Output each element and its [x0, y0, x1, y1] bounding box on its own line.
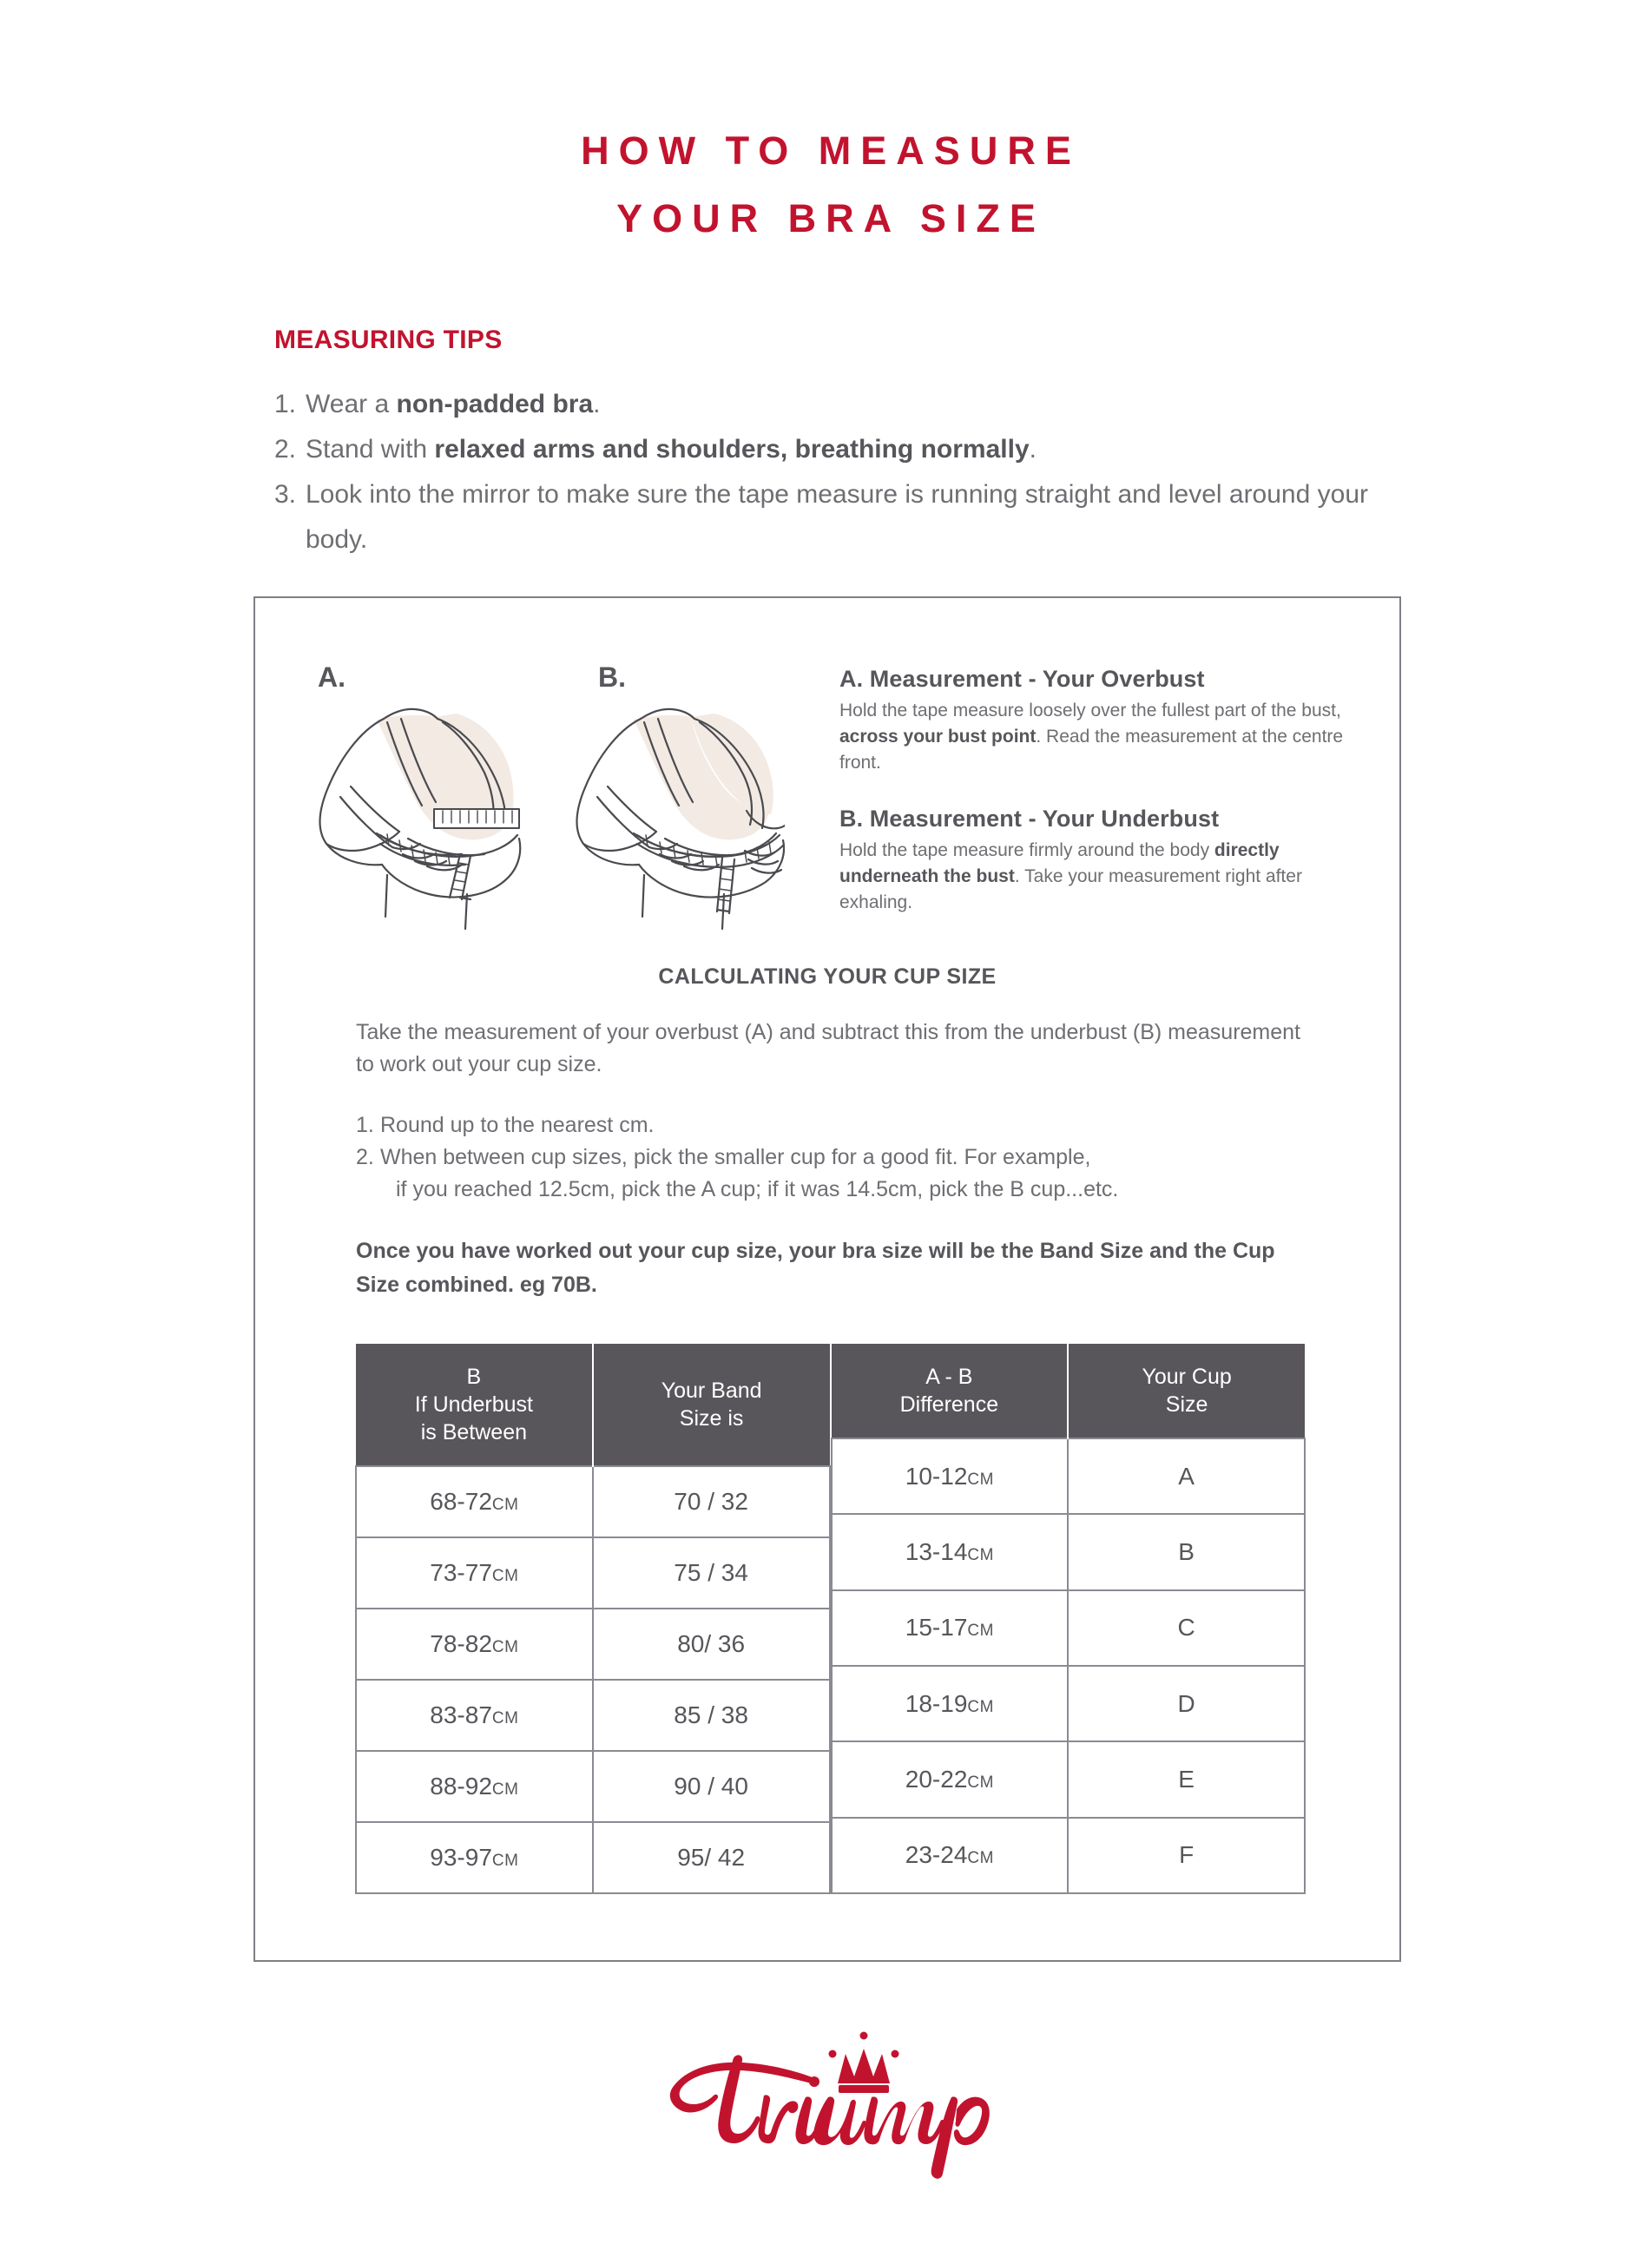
- table-row: [356, 1822, 830, 1893]
- list-item: [274, 382, 1394, 427]
- unit-label: CM: [967, 1470, 994, 1489]
- unit-label: CM: [967, 1849, 994, 1868]
- unit-label: CM: [491, 1496, 519, 1514]
- cell-underbust-range: [356, 1466, 593, 1537]
- cell-difference: [832, 1666, 1069, 1741]
- overbust-post: . Read the measurement at the centre front.: [839, 727, 1344, 773]
- list-item-number: 2.: [274, 435, 297, 464]
- cell-underbust-range: [356, 1680, 593, 1751]
- page-title-line-1: HOW TO MEASURE: [581, 128, 1081, 173]
- triumph-logo: [653, 2023, 1000, 2188]
- cell-underbust-range: [356, 1609, 593, 1680]
- cell-underbust-range: [356, 1751, 593, 1822]
- size-tables: [355, 1344, 1306, 1894]
- table-row: [832, 1438, 1306, 1514]
- diff-value: 10-12: [905, 1462, 968, 1490]
- illustration-label-a: A.: [318, 661, 346, 693]
- list-item-text: [306, 427, 1394, 472]
- underbust-bold: directly underneath the bust: [839, 840, 1280, 886]
- band-table-body: [356, 1466, 830, 1893]
- calc-intro-text: Take the measurement of your overbust (A) and subtract this from the underbust (B) measurement to work out your cup size.: [356, 1020, 1301, 1076]
- table-row: [832, 1818, 1306, 1893]
- unit-label: CM: [967, 1545, 994, 1564]
- unit-label: CM: [491, 1780, 519, 1799]
- calculating-cup-size-body: [356, 1017, 1311, 1302]
- cell-underbust-range: [356, 1822, 593, 1893]
- tip-2-post: .: [1029, 435, 1037, 464]
- cell-cup-size: C: [1068, 1590, 1305, 1666]
- diff-value: 13-14: [905, 1537, 968, 1565]
- overbust-text: [839, 698, 1360, 776]
- table-header-row: [832, 1344, 1306, 1438]
- column-header-band-size: [593, 1344, 830, 1466]
- header-line-1: A - B: [925, 1365, 973, 1389]
- cell-difference: [832, 1818, 1069, 1893]
- cell-cup-size: D: [1068, 1666, 1305, 1741]
- header-line-2: If Underbust: [414, 1392, 533, 1417]
- header-line-1: B: [466, 1365, 482, 1389]
- underbust-heading: B. Measurement - Your Underbust: [839, 806, 1220, 832]
- header-line-2: Size: [1165, 1392, 1208, 1417]
- cell-difference: [832, 1590, 1069, 1666]
- overbust-measurement-illustration: [320, 709, 521, 929]
- header-line-1: Your Cup: [1142, 1365, 1232, 1389]
- unit-label: CM: [491, 1852, 519, 1870]
- list-item-text: [380, 1142, 1311, 1206]
- table-row: [356, 1466, 830, 1537]
- cell-band-size: 90 / 40: [593, 1751, 830, 1822]
- list-item: [356, 1109, 1311, 1142]
- column-header-cup-size: [1068, 1344, 1305, 1438]
- crown-icon: [828, 2032, 898, 2094]
- cell-cup-size: E: [1068, 1741, 1305, 1817]
- list-item: [356, 1142, 1311, 1206]
- list-item-text: Round up to the nearest cm.: [380, 1113, 655, 1137]
- overbust-bold: across your bust point: [839, 727, 1037, 747]
- unit-label: CM: [491, 1567, 519, 1585]
- measuring-tips-list: [274, 382, 1394, 563]
- step-2-line-1: When between cup sizes, pick the smaller cup for a good fit. For example,: [380, 1145, 1091, 1169]
- list-item-text: [306, 382, 1394, 427]
- column-header-difference: [832, 1344, 1069, 1438]
- illustration-label-b: B.: [598, 661, 626, 693]
- list-item: [274, 427, 1394, 472]
- cell-band-size: 95/ 42: [593, 1822, 830, 1893]
- cell-band-size: 85 / 38: [593, 1680, 830, 1751]
- cell-cup-size: F: [1068, 1818, 1305, 1893]
- measurement-panel: [253, 596, 1401, 1962]
- list-item-text: Look into the mirror to make sure the tape measure is running straight and level around your body.: [306, 480, 1368, 554]
- header-line-3: is Between: [420, 1420, 528, 1444]
- step-2-line-2: if you reached 12.5cm, pick the A cup; if it was 14.5cm, pick the B cup...etc.: [396, 1177, 1119, 1201]
- tip-1-pre: Wear a: [306, 390, 397, 418]
- list-item: [274, 472, 1394, 563]
- range-value: 83-87: [430, 1701, 492, 1728]
- range-value: 73-77: [430, 1559, 492, 1586]
- cell-difference: [832, 1514, 1069, 1589]
- page-title-line-2: YOUR BRA SIZE: [616, 196, 1045, 240]
- list-item-number: 2.: [356, 1145, 374, 1169]
- calculating-cup-size-heading: CALCULATING YOUR CUP SIZE: [658, 964, 997, 989]
- table-row: [356, 1537, 830, 1609]
- range-value: 93-97: [430, 1844, 492, 1871]
- header-line-1: Your Band: [661, 1379, 762, 1403]
- underbust-text: [839, 838, 1360, 916]
- cell-underbust-range: [356, 1537, 593, 1609]
- cup-size-table: [831, 1344, 1306, 1894]
- unit-label: CM: [967, 1697, 994, 1716]
- cell-band-size: 80/ 36: [593, 1609, 830, 1680]
- header-line-2: Size is: [679, 1406, 744, 1431]
- list-item-number: 1.: [274, 390, 297, 418]
- diff-value: 20-22: [905, 1765, 968, 1793]
- table-row: [832, 1514, 1306, 1589]
- band-size-table: [355, 1344, 831, 1894]
- table-row: [356, 1751, 830, 1822]
- unit-label: CM: [491, 1709, 519, 1727]
- table-row: [832, 1741, 1306, 1817]
- underbust-post: . Take your measurement right after exhaling.: [839, 866, 1302, 912]
- cell-cup-size: B: [1068, 1514, 1305, 1589]
- list-item-number: 1.: [356, 1113, 374, 1137]
- spacer: [839, 776, 1360, 806]
- range-value: 78-82: [430, 1630, 492, 1657]
- unit-label: CM: [967, 1773, 994, 1792]
- underbust-pre: Hold the tape measure firmly around the body: [839, 840, 1214, 860]
- triumph-wordmark: [669, 2055, 989, 2178]
- cell-band-size: 75 / 34: [593, 1537, 830, 1609]
- cell-difference: [832, 1741, 1069, 1817]
- tip-2-bold: relaxed arms and shoulders, breathing normally: [434, 435, 1030, 464]
- tip-1-post: .: [593, 390, 601, 418]
- table-row: [832, 1666, 1306, 1741]
- measurement-descriptions: [839, 666, 1360, 916]
- underbust-measurement-illustration: [577, 709, 786, 929]
- range-value: 88-92: [430, 1773, 492, 1800]
- tip-1-bold: non-padded bra: [396, 390, 594, 418]
- column-header-underbust: [356, 1344, 593, 1466]
- range-value: 68-72: [430, 1488, 492, 1515]
- unit-label: CM: [967, 1622, 994, 1641]
- cell-cup-size: A: [1068, 1438, 1305, 1514]
- table-row: [356, 1680, 830, 1751]
- header-line-2: Difference: [899, 1392, 999, 1417]
- calc-summary-text: Once you have worked out your cup size, your bra size will be the Band Size and the Cup Size combined. eg 70B.: [356, 1239, 1275, 1297]
- list-item-number: 3.: [274, 480, 297, 509]
- table-row: [356, 1609, 830, 1680]
- diff-value: 18-19: [905, 1689, 968, 1717]
- cell-band-size: 70 / 32: [593, 1466, 830, 1537]
- cup-table-body: [832, 1438, 1306, 1893]
- page-title: [0, 117, 1652, 253]
- overbust-heading: A. Measurement - Your Overbust: [839, 666, 1205, 692]
- diff-value: 23-24: [905, 1841, 968, 1869]
- table-row: [832, 1590, 1306, 1666]
- unit-label: CM: [491, 1638, 519, 1656]
- overbust-pre: Hold the tape measure loosely over the fullest part of the bust,: [839, 701, 1341, 721]
- tip-2-pre: Stand with: [306, 435, 435, 464]
- cell-difference: [832, 1438, 1069, 1514]
- measuring-tips-heading: MEASURING TIPS: [274, 326, 503, 354]
- table-header-row: [356, 1344, 830, 1466]
- measurement-illustrations: [273, 681, 785, 932]
- diff-value: 15-17: [905, 1614, 968, 1642]
